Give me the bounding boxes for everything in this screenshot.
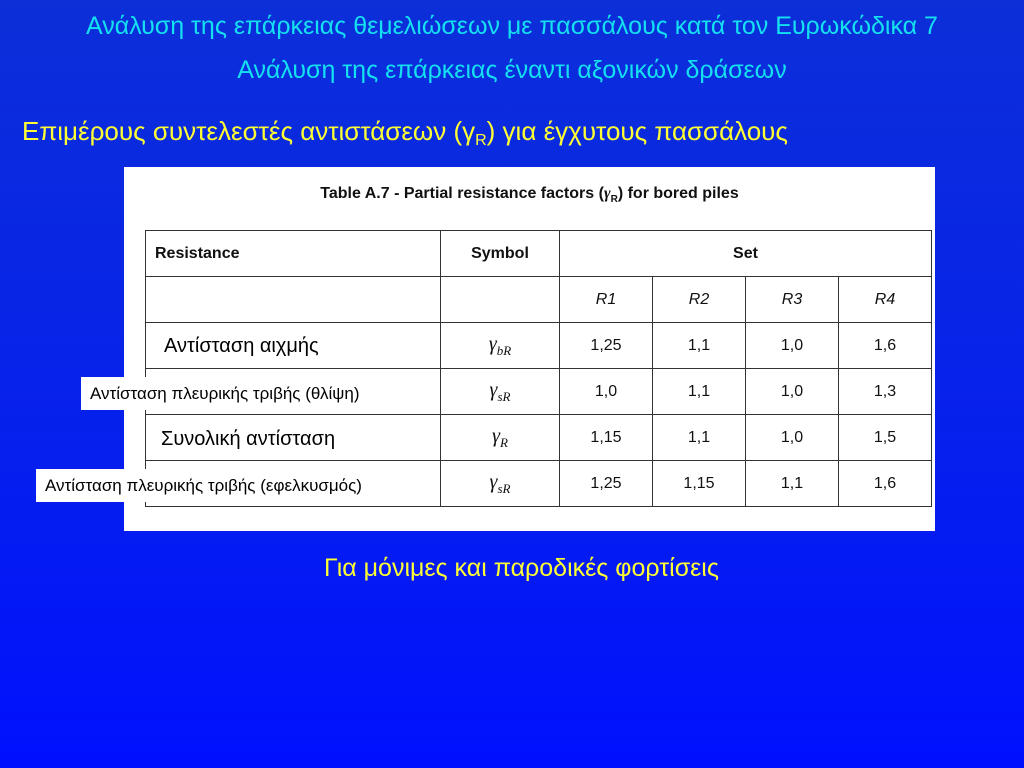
- value-cell: 1,1: [653, 415, 746, 461]
- section-heading-sub: R: [475, 132, 487, 149]
- value-cell: 1,0: [746, 369, 839, 415]
- value-cell: 1,1: [746, 461, 839, 507]
- value-cell: 1,0: [560, 369, 653, 415]
- caption-symbol-sub: R: [610, 194, 618, 206]
- resistance-factors-table: [145, 230, 932, 507]
- section-heading: [22, 116, 788, 150]
- symbol-gamma-r: $\gamma_R$: [492, 424, 508, 450]
- slide-subtitle: Ανάλυση της επάρκειας έναντι αξονικών δράσεων: [237, 56, 787, 84]
- value-cell: 1,0: [746, 323, 839, 369]
- slide-title: Ανάλυση της επάρκειας θεμελιώσεων με πασσάλους κατά τον Ευρωκώδικα 7: [86, 12, 938, 40]
- empty-cell: [441, 277, 560, 323]
- set-label-r4: R4: [839, 277, 932, 323]
- empty-cell: [146, 277, 441, 323]
- symbol-gamma-sr: $\gamma_{sR}$: [489, 378, 511, 404]
- set-label-r2: R2: [653, 277, 746, 323]
- value-cell: 1,25: [560, 461, 653, 507]
- value-cell: 1,15: [653, 461, 746, 507]
- value-cell: 1,3: [839, 369, 932, 415]
- row-label-base-resistance: Αντίσταση αιχμής: [158, 329, 424, 363]
- symbol-cell: [441, 461, 560, 507]
- header-symbol: Symbol: [441, 231, 560, 277]
- value-cell: 1,1: [653, 323, 746, 369]
- header-resistance: Resistance: [146, 231, 441, 277]
- section-heading-end: ) για έγχυτους πασσάλους: [486, 116, 788, 146]
- caption-text-pre: Table A.7 - Partial resistance factors (: [320, 185, 604, 202]
- header-set: Set: [560, 231, 932, 277]
- row-label-total-resistance: Συνολική αντίσταση: [155, 422, 423, 456]
- caption-text-post: ) for bored piles: [617, 185, 739, 202]
- set-label-row: [146, 277, 932, 323]
- row-label-shaft-compression: Αντίσταση πλευρικής τριβής (θλίψη): [81, 377, 421, 410]
- symbol-gamma-br: $\gamma_{bR}$: [488, 332, 512, 358]
- footnote: Για μόνιμες και παροδικές φορτίσεις: [324, 554, 719, 582]
- set-label-r1: R1: [560, 277, 653, 323]
- table-caption: [124, 185, 935, 205]
- value-cell: 1,5: [839, 415, 932, 461]
- value-cell: 1,0: [746, 415, 839, 461]
- section-heading-main: Επιμέρους συντελεστές αντιστάσεων (γ: [22, 116, 476, 146]
- set-label-r3: R3: [746, 277, 839, 323]
- value-cell: 1,6: [839, 323, 932, 369]
- value-cell: 1,1: [653, 369, 746, 415]
- table-header-row: [146, 231, 932, 277]
- value-cell: 1,6: [839, 461, 932, 507]
- symbol-gamma-sr-tension: $\gamma_{sR}$: [489, 470, 511, 496]
- value-cell: 1,15: [560, 415, 653, 461]
- symbol-cell: [441, 415, 560, 461]
- caption-symbol: γ: [603, 185, 611, 202]
- value-cell: 1,25: [560, 323, 653, 369]
- symbol-cell: [441, 369, 560, 415]
- symbol-cell: [441, 323, 560, 369]
- row-label-shaft-tension: Αντίσταση πλευρικής τριβής (εφελκυσμός): [36, 469, 431, 502]
